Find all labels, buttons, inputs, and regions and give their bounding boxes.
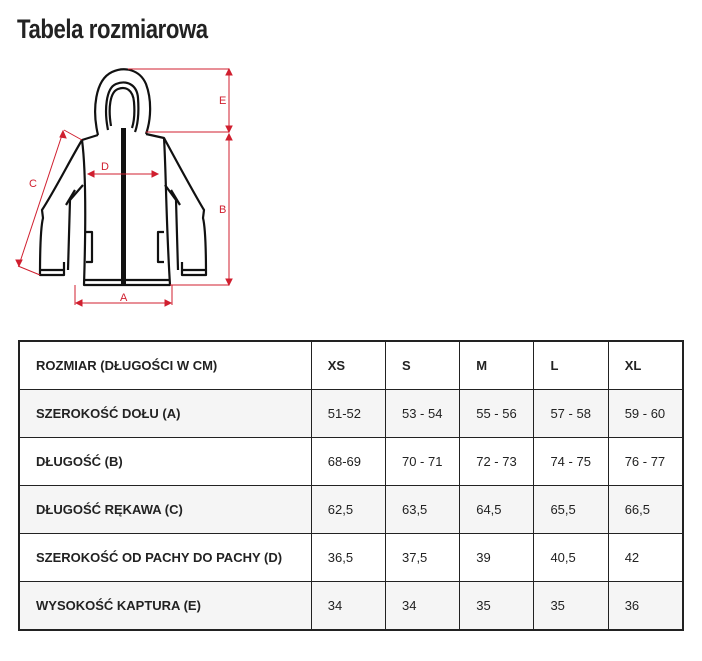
cell: 63,5 [385, 486, 459, 534]
cell: 55 - 56 [460, 390, 534, 438]
row-label: SZEROKOŚĆ OD PACHY DO PACHY (D) [19, 534, 311, 582]
cell: 65,5 [534, 486, 608, 534]
cell: 35 [460, 582, 534, 631]
page-title: Tabela rozmiarowa [17, 14, 208, 44]
label-e: E [219, 95, 227, 107]
cell: 40,5 [534, 534, 608, 582]
cell: 42 [608, 534, 683, 582]
header-label: ROZMIAR (DŁUGOŚCI W CM) [19, 341, 311, 390]
row-label: WYSOKOŚĆ KAPTURA (E) [19, 582, 311, 631]
cell: 70 - 71 [385, 438, 459, 486]
cell: 57 - 58 [534, 390, 608, 438]
cell: 34 [385, 582, 459, 631]
cell: 74 - 75 [534, 438, 608, 486]
cell: 36,5 [311, 534, 385, 582]
table-row [19, 582, 683, 631]
table-row [19, 390, 683, 438]
table-row [19, 438, 683, 486]
header-size-l: L [534, 341, 608, 390]
cell: 39 [460, 534, 534, 582]
cell: 59 - 60 [608, 390, 683, 438]
label-a: A [120, 292, 128, 304]
jacket-diagram [0, 60, 260, 310]
cell: 36 [608, 582, 683, 631]
cell: 76 - 77 [608, 438, 683, 486]
cell: 68-69 [311, 438, 385, 486]
label-c: C [29, 178, 37, 190]
row-label: SZEROKOŚĆ DOŁU (A) [19, 390, 311, 438]
cell: 62,5 [311, 486, 385, 534]
header-size-xl: XL [608, 341, 683, 390]
label-b: B [219, 204, 227, 216]
row-label: DŁUGOŚĆ (B) [19, 438, 311, 486]
label-d: D [101, 161, 109, 173]
cell: 34 [311, 582, 385, 631]
row-label: DŁUGOŚĆ RĘKAWA (C) [19, 486, 311, 534]
size-table [18, 340, 684, 631]
table-row [19, 534, 683, 582]
cell: 66,5 [608, 486, 683, 534]
header-size-s: S [385, 341, 459, 390]
header-size-m: M [460, 341, 534, 390]
cell: 51-52 [311, 390, 385, 438]
zipper-icon [121, 128, 126, 285]
cell: 72 - 73 [460, 438, 534, 486]
table-row [19, 486, 683, 534]
table-header-row [19, 341, 683, 390]
cell: 64,5 [460, 486, 534, 534]
cell: 35 [534, 582, 608, 631]
cell: 37,5 [385, 534, 459, 582]
cell: 53 - 54 [385, 390, 459, 438]
header-size-xs: XS [311, 341, 385, 390]
